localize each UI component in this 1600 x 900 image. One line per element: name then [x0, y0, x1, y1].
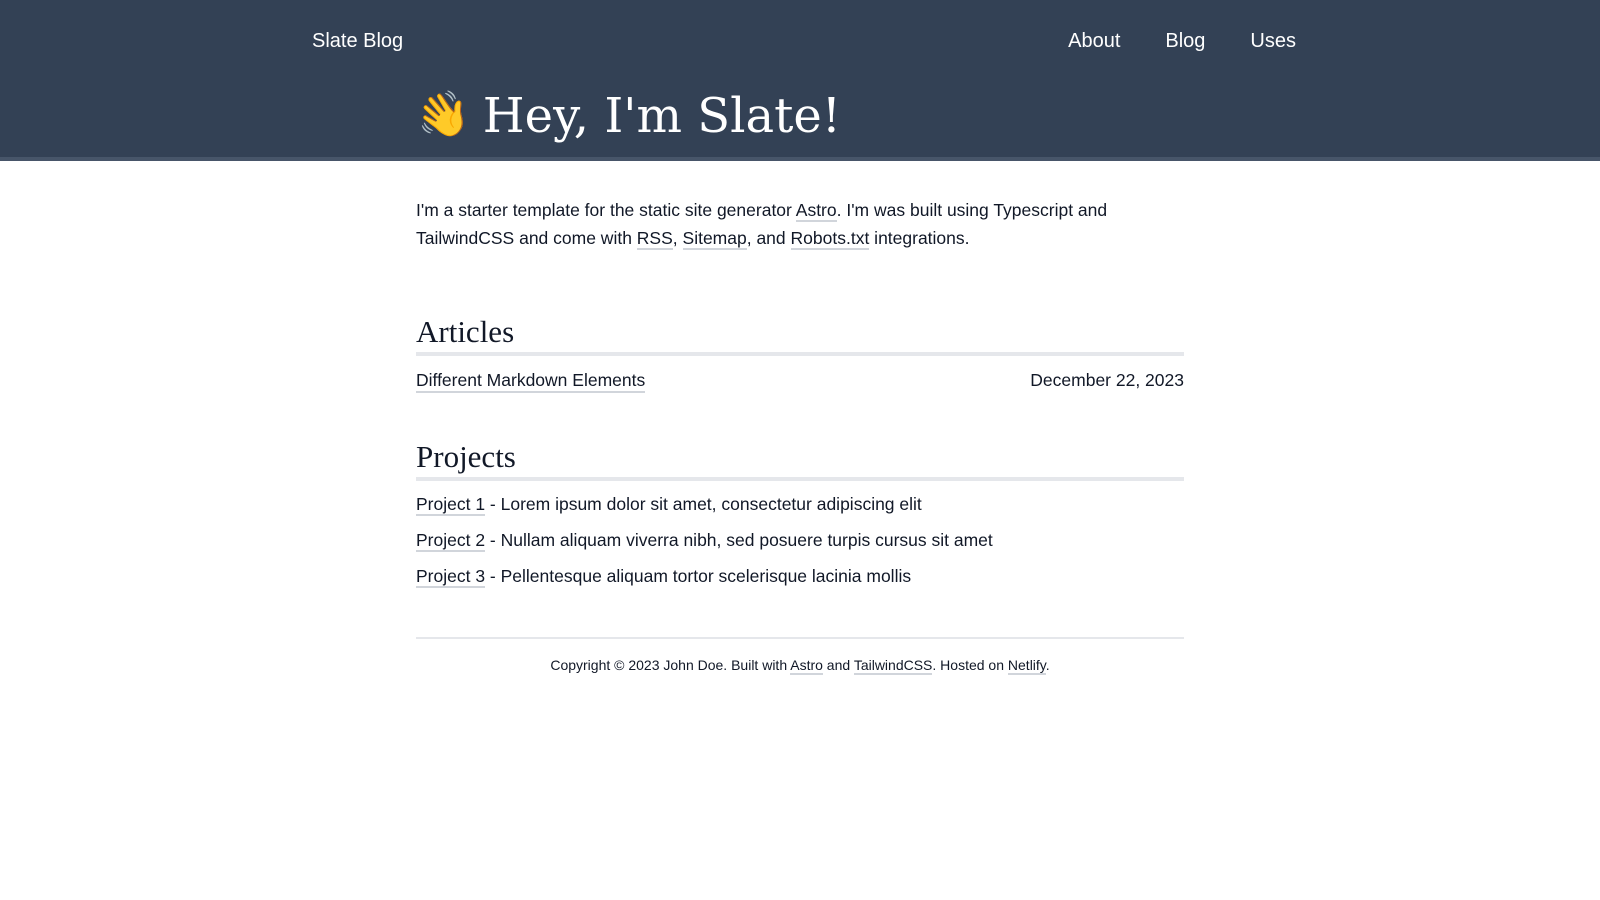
- project-description: - Lorem ipsum dolor sit amet, consectetur adipiscing elit: [485, 494, 922, 514]
- project-3-link[interactable]: Project 3: [416, 566, 486, 586]
- article-link[interactable]: Different Markdown Elements: [416, 370, 645, 393]
- intro-text: integrations.: [869, 228, 970, 248]
- footer-tailwind-link[interactable]: TailwindCSS: [853, 657, 933, 673]
- nav-about-link[interactable]: About: [1068, 29, 1121, 52]
- astro-link[interactable]: Astro: [795, 200, 837, 220]
- nav-uses-link[interactable]: Uses: [1250, 29, 1296, 52]
- top-nav: [312, 26, 1296, 56]
- intro-paragraph: [416, 196, 1184, 252]
- waving-hand-icon: 👋: [411, 85, 475, 146]
- project-1-link[interactable]: Project 1: [416, 494, 486, 514]
- articles-heading: Articles: [416, 314, 1184, 356]
- project-description: - Nullam aliquam viverra nibh, sed posuere turpis cursus sit amet: [485, 530, 993, 550]
- hero-title-text: Hey, I'm Slate!: [482, 88, 842, 144]
- intro-text: I'm a starter template for the static site generator: [416, 200, 796, 220]
- footer-text: .: [1045, 657, 1050, 673]
- sitemap-link[interactable]: Sitemap: [682, 228, 747, 248]
- article-date: December 22, 2023: [1030, 370, 1184, 390]
- projects-heading: Projects: [416, 439, 1184, 481]
- main-content: [416, 196, 1184, 587]
- nav-links: [1023, 30, 1296, 53]
- article-row: [416, 370, 1184, 393]
- footer-astro-link[interactable]: Astro: [790, 657, 823, 673]
- hero-title: [411, 85, 842, 146]
- project-list: [416, 493, 1184, 587]
- site-footer: [416, 637, 1184, 673]
- project-2-link[interactable]: Project 2: [416, 530, 486, 550]
- articles-section: [416, 314, 1184, 393]
- project-item: [416, 529, 1184, 551]
- brand-link[interactable]: Slate Blog: [312, 29, 404, 52]
- footer-text: . Hosted on: [932, 657, 1008, 673]
- footer-netlify-link[interactable]: Netlify: [1007, 657, 1046, 673]
- site-header: [0, 0, 1600, 161]
- footer-text: and: [822, 657, 854, 673]
- nav-blog-link[interactable]: Blog: [1165, 29, 1206, 52]
- intro-text: . I'm was built using Typescript and TailwindCSS and come with: [416, 200, 1108, 248]
- intro-text: , and: [746, 228, 791, 248]
- footer-text: Copyright © 2023 John Doe. Built with: [550, 657, 791, 673]
- rss-link[interactable]: RSS: [636, 228, 673, 248]
- project-item: [416, 493, 1184, 515]
- project-item: [416, 565, 1184, 587]
- project-description: - Pellentesque aliquam tortor scelerisque lacinia mollis: [485, 566, 912, 586]
- intro-text: ,: [672, 228, 683, 248]
- projects-section: [416, 439, 1184, 587]
- robots-link[interactable]: Robots.txt: [790, 228, 870, 248]
